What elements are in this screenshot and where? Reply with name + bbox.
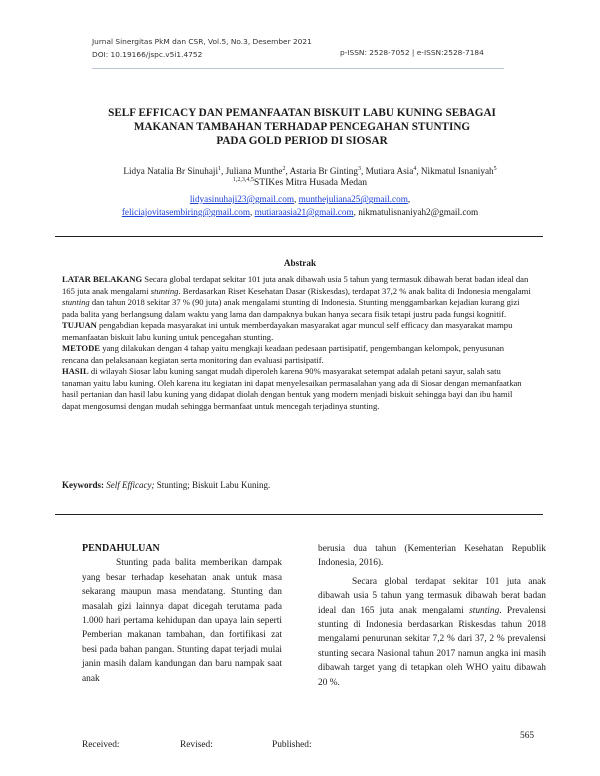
author-name: Lidya Natalia Br Sinuhaji (123, 166, 219, 177)
abstract-body (62, 274, 532, 412)
author-sup: 2 (282, 166, 286, 172)
label-tujuan: TUJUAN (62, 320, 97, 330)
email-link[interactable]: munthejuliana25@gmail.com (298, 194, 408, 204)
abstract-result (62, 366, 532, 412)
label-hasil: HASIL (62, 366, 89, 376)
doi: DOI: 10.19166/jspc.v5i1.4752 (92, 50, 203, 59)
abstract-text: dan tahun 2018 sekitar 37 % (90 juta) anak mengalami stunting di Indonesia. Stunting menggambarkan kejadian kurang gizi pada balita yang berlangsung dalam waktu yang lama dan dampaknya bukan hanya secara fisik tetapi justru pada fungsi kognitif. (62, 297, 520, 319)
body-left-column (82, 542, 282, 686)
abstract-bottom-divider (55, 514, 543, 515)
abstract-italic: stunting (150, 285, 179, 296)
email-separator: , (249, 207, 255, 217)
author-sup: 1 (218, 166, 222, 172)
section-heading: PENDAHULUAN (82, 543, 160, 554)
author-name: , Nikmatul Isnaniyah (416, 166, 494, 177)
abstract-italic: stunting (62, 297, 90, 307)
paragraph: berusia dua tahun (Kementerian Kesehatan Republik Indonesia, 2016). (318, 544, 546, 569)
abstract-objective (62, 320, 532, 343)
journal-name: Jurnal Sinergitas PkM dan CSR, Vol.5, No.3, Desember 2021 (92, 37, 312, 46)
email-plain: nikmatulisnaniyah2@gmail.com (358, 207, 479, 217)
author-sup: 4 (413, 166, 417, 172)
author-name: , Astaria Br Ginting (285, 166, 358, 177)
paragraph (318, 575, 546, 690)
keywords-label: Keywords: (62, 480, 104, 490)
abstract-heading: Abstrak (283, 258, 317, 268)
paragraph-text: . Prevalensi stunting di Indonesia berdasarkan Riskesdas tahun 2018 mengalami penurunan sekitar 7,2 % dari 37, 2 % prevalensi stunting secara Nasional tahun 2017 namun angka ini masih dibawah target yang di tetapkan oleh WHO yaitu dibawah 20 %. (318, 605, 546, 688)
received-label: Received: (82, 740, 120, 750)
email-separator: , (353, 207, 359, 217)
journal-header (92, 35, 312, 61)
author-name: , Juliana Munthe (221, 166, 283, 177)
affiliation-name: STIKes Mitra Husada Medan (253, 177, 368, 189)
email-link[interactable]: feliciajovitasembiring@gmail.com (121, 207, 250, 217)
page-number: 565 (520, 731, 535, 741)
revised-label: Revised: (180, 740, 213, 750)
author-sup: 5 (493, 166, 497, 172)
title-line-1: SELF EFFICACY DAN PEMANFAATAN BISKUIT LABU KUNING SEBAGAI (108, 107, 496, 119)
keywords (62, 480, 532, 490)
email-row-1 (60, 193, 540, 205)
affiliation-sup: 1,2,3,4,5 (232, 177, 254, 183)
email-link[interactable]: mutiaraasia21@gmail.com (254, 207, 354, 217)
header-divider (92, 68, 504, 69)
paragraph-text: Secara global terdapat sekitar 101 juta anak dibawah usia 5 tahun yang termasuk dibawah berat badan ideal dan 165 juta anak mengalami (318, 576, 546, 616)
abstract-method (62, 343, 532, 366)
title-line-2: MAKANAN TAMBAHAN TERHADAP PENCEGAHAN STUNTING (133, 121, 471, 133)
paragraph: Stunting pada balita memberikan dampak yang besar terhadap kesehatan anak untuk masa sekarang maupun masa mendatang. Stunting dan masalah gizi lainnya dapat dicegah terutama pada 1.000 hari pertama kehidupan dan upaya lain seperti Pemberian makanan tambahan, dan fortifikasi zat besi pada bahan pangan. Stunting dapat terjadi mulai janin masih dalam kandungan dan baru nampak saat anak (82, 558, 282, 684)
email-separator: , (407, 194, 411, 204)
body-right-column (318, 542, 546, 690)
abstract-text: di wilayah Siosar labu kuning sangat mudah diperoleh karena 90% masyarakat setempat adalah petani sayur, salah satu tanaman yaitu labu kuning. Oleh karena itu kegiatan ini dapat menyelesaikan permasalahan yang ada di Siosar dengan memanfaatkan hasil pertanian dan hasil labu kuning yang didapat diolah dengan bentuk yang modern menjadi biskuit sehingga bayi dan ibu hamil dapat mengosumsi dengan mudah sehingga bermanfaat untuk mencegah terjadinya stunting. (62, 366, 522, 411)
paragraph-italic: stunting (469, 605, 500, 616)
title-line-3: PADA GOLD PERIOD DI SIOSAR (216, 135, 388, 147)
abstract-text: yang dilakukan dengan 4 tahap yaitu mengkaji keadaan pedesaan partisipatif, pengembangan kelompok, penyusunan rencana dan pelaksanaan kegiatan serta monitoring dan evaluasi partisipatif. (62, 343, 505, 365)
abstract-text: pengabdian kepada masyarakat ini untuk memberdayakan masyarakat agar muncul self efficacy dan masyarakat mampu memanfaatan biskuit labu kuning untuk pencegahan stunting. (62, 320, 513, 342)
email-row-2 (60, 206, 540, 218)
abstract-top-divider (55, 236, 543, 237)
author-list (75, 163, 545, 177)
abstract-text: Secara global terdapat sekitar 101 juta anak dibawah usia 5 tahun yang termasuk dibawah berat badan ideal dan 165 juta anak mengalami (62, 274, 529, 296)
affiliation (100, 177, 500, 188)
author-name: , Mutiara Asia (361, 166, 414, 177)
email-separator: , (294, 194, 297, 204)
paper-title (96, 106, 508, 148)
abstract-text: . Berdasarkan Riset Kesehatan Dasar (Riskesdas), terdapat 37,2 % anak balita di Indonesia mengalami (178, 285, 531, 296)
email-link[interactable]: lidyasinuhaji23@gmail.com (189, 194, 294, 204)
label-latar: LATAR BELAKANG (62, 274, 143, 284)
abstract-background (62, 274, 532, 320)
issn: p-ISSN: 2528-7052 | e-ISSN:2528-7184 (340, 48, 484, 57)
label-metode: METODE (62, 343, 101, 353)
keywords-rest: Stunting; Biskuit Labu Kuning. (154, 480, 271, 490)
keyword-italic: Self Efficacy; (106, 480, 155, 490)
published-label: Published: (272, 740, 312, 750)
author-sup: 3 (358, 166, 361, 172)
